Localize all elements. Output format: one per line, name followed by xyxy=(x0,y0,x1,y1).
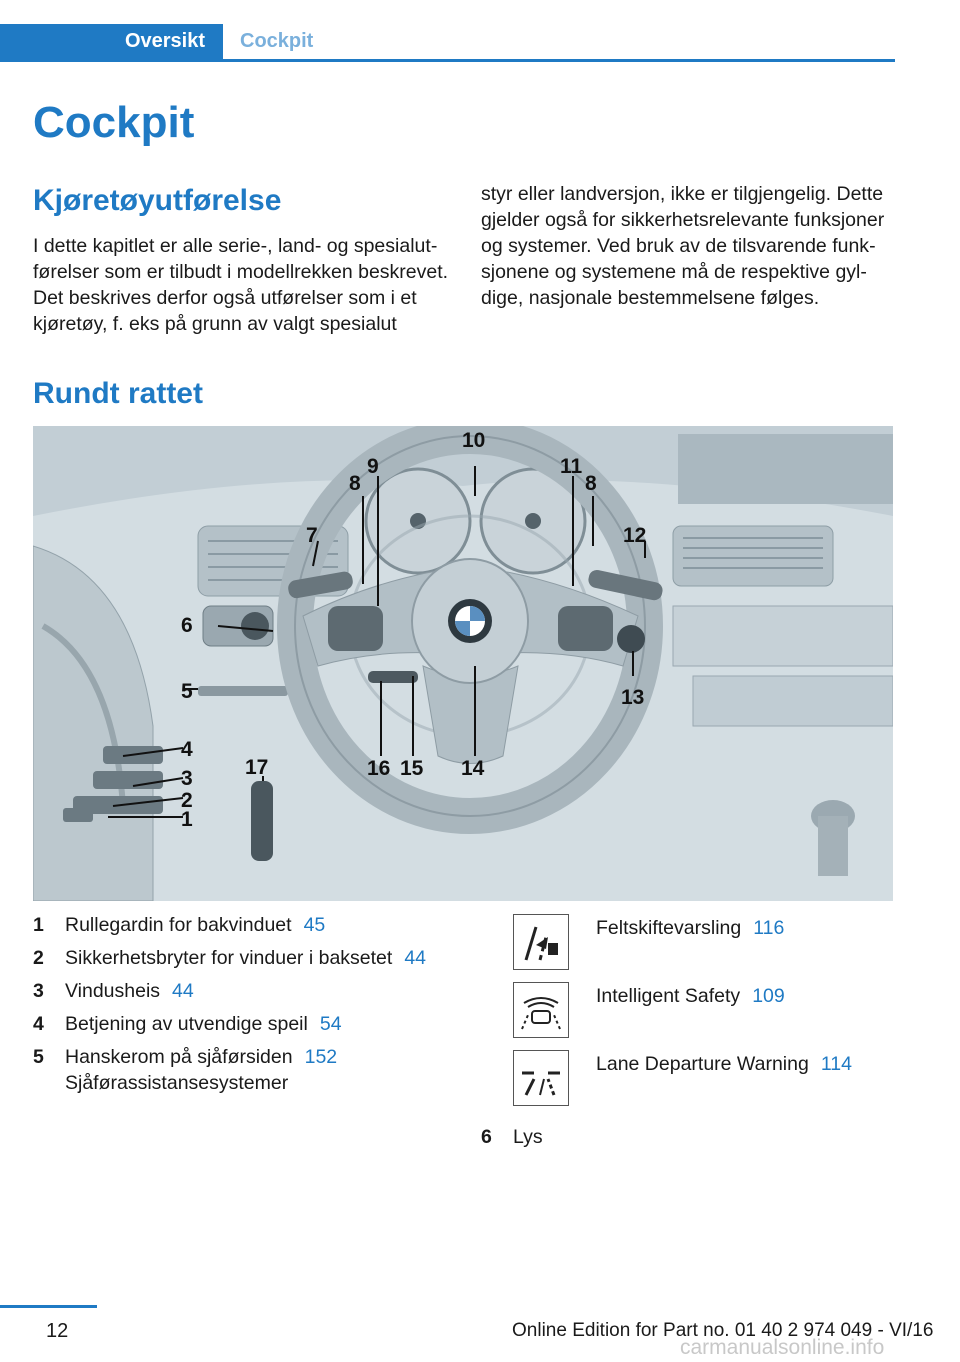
page-reference-link[interactable]: 44 xyxy=(172,980,194,1002)
legend-number: 4 xyxy=(33,1013,44,1035)
legend-text: Lys xyxy=(513,1126,543,1148)
legend-text: Rullegardin for bakvinduet 45 xyxy=(65,914,326,936)
list-item xyxy=(33,1011,453,1037)
legend-text: Betjening av utvendige speil 54 xyxy=(65,1013,342,1035)
tab-oversikt[interactable]: Oversikt xyxy=(0,24,223,59)
lane-departure-icon xyxy=(513,1050,569,1106)
page-reference-link[interactable]: 114 xyxy=(820,1053,852,1075)
callout-12: 12 xyxy=(623,524,647,547)
callout-11: 11 xyxy=(560,455,583,478)
callout-1: 1 xyxy=(181,808,193,831)
legend-number: 5 xyxy=(33,1046,44,1068)
callout-2: 2 xyxy=(181,789,193,812)
section-title-vehicle-version: Kjøretøyutførelse xyxy=(33,184,282,217)
list-item xyxy=(33,912,453,938)
assist-text: Intelligent Safety 109 xyxy=(596,985,785,1007)
callout-6: 6 xyxy=(181,614,193,637)
cockpit-illustration xyxy=(33,426,893,901)
section-title-steering-wheel: Rundt rattet xyxy=(33,377,203,410)
list-item xyxy=(513,914,893,970)
assist-text: Lane Departure Warning 114 xyxy=(596,1053,852,1075)
callout-3: 3 xyxy=(181,767,193,790)
legend-list xyxy=(33,912,453,1103)
callout-13: 13 xyxy=(621,686,645,709)
page-reference-link[interactable]: 109 xyxy=(752,985,785,1007)
list-item xyxy=(481,1124,543,1150)
intro-text-left: I dette kapitlet er alle serie-, land- og spesialutførelser som er tilbudt i modellrekken beskrevet. Det beskrives derfor også utførelser som i et kjøretøy, f. eks på grunn av valgt spesialut xyxy=(33,235,449,335)
legend-number: 6 xyxy=(481,1126,492,1148)
edition-footer: Online Edition for Part no. 01 40 2 974 049 - VI/16 xyxy=(512,1320,934,1341)
callout-4: 4 xyxy=(181,738,193,761)
page-reference-link[interactable]: 54 xyxy=(319,1013,342,1035)
callout-17: 17 xyxy=(245,756,269,779)
legend-text: Hanskerom på sjåførsiden 152 xyxy=(65,1046,338,1068)
intro-text-right: styr eller landversjon, ikke er tilgjengelig. Dette gjelder også for sikkerhetsrelevante funksjoner og systemer. Ved bruk av de tilsvarende funksjonene og systemene må de respektive gyldige, nasjonale bestemmelsene følges. xyxy=(481,183,885,309)
list-item xyxy=(513,1050,893,1106)
legend-text: Sikkerhetsbryter for vinduer i baksetet 44 xyxy=(65,947,427,969)
legend-number: 1 xyxy=(33,914,44,936)
tab-cockpit[interactable]: Cockpit xyxy=(240,30,314,52)
list-item xyxy=(33,978,453,1004)
watermark: carmanualsonline.info xyxy=(680,1336,885,1359)
callout-10: 10 xyxy=(462,429,486,452)
callout-14: 14 xyxy=(461,757,485,780)
footer-divider xyxy=(0,1305,97,1308)
page-reference-link[interactable]: 44 xyxy=(404,947,427,969)
callout-7: 7 xyxy=(306,524,318,547)
callout-8-left: 8 xyxy=(349,472,361,495)
list-item xyxy=(33,945,453,971)
page-number: 12 xyxy=(46,1320,69,1342)
legend-text: Vindusheis 44 xyxy=(65,980,194,1002)
driver-assistance-heading: Sjåførassistansesystemer xyxy=(65,1072,289,1094)
page-reference-link[interactable]: 45 xyxy=(303,914,326,936)
callout-16: 16 xyxy=(367,757,391,780)
callout-8-right: 8 xyxy=(585,472,597,495)
legend-number: 2 xyxy=(33,947,44,969)
tab-bar xyxy=(0,24,895,62)
list-item xyxy=(33,1044,453,1070)
page-title: Cockpit xyxy=(33,98,195,147)
callout-5: 5 xyxy=(181,680,193,703)
assist-text: Feltskiftevarsling 116 xyxy=(596,917,785,939)
intelligent-safety-icon xyxy=(513,982,569,1038)
legend-number: 3 xyxy=(33,980,44,1002)
lane-change-warning-icon xyxy=(513,914,569,970)
page-reference-link[interactable]: 116 xyxy=(753,917,785,939)
callout-9: 9 xyxy=(367,455,379,478)
callout-15: 15 xyxy=(400,757,424,780)
page-reference-link[interactable]: 152 xyxy=(304,1046,338,1068)
list-item xyxy=(33,1070,453,1096)
list-item xyxy=(513,982,893,1038)
